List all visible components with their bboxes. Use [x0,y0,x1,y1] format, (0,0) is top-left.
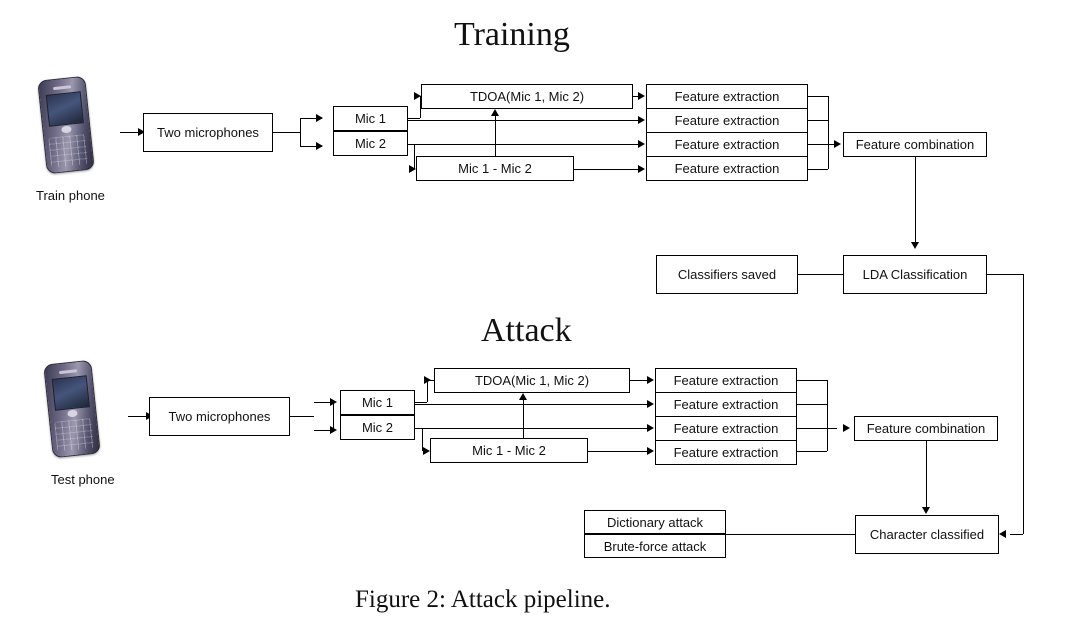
training-tdoa-box: TDOA(Mic 1, Mic 2) [421,84,633,109]
phone-speaker [53,85,71,90]
phone-screen [52,375,90,410]
arrowhead [316,142,323,150]
connector-mics-split-vertical [300,118,301,146]
training-mic1-box: Mic 1 [333,106,408,131]
phone-screen [46,91,84,126]
arrowhead [330,426,337,434]
phone-speaker [59,369,77,374]
training-feature-extraction-3: Feature extraction [646,132,808,157]
attack-section-title: Attack [481,312,572,349]
training-feature-extraction-4: Feature extraction [646,156,808,181]
attack-feature-combination-box: Feature combination [854,416,998,441]
connector-mic1-out [408,118,420,119]
figure-caption: Figure 2: Attack pipeline. [355,586,611,613]
attack-brute-force-attack-box: Brute-force attack [584,534,726,558]
connector-diff-to-fe4 [574,169,643,170]
connector-attack-fe1-bus [797,380,827,381]
training-feature-extraction-2: Feature extraction [646,108,808,133]
phone-keypad [54,418,94,452]
connector-mic2-to-fe3 [408,144,643,145]
train-phone-label: Train phone [36,188,105,203]
arrowhead [647,376,654,384]
connector-fe4-bus [808,169,828,170]
training-two-microphones-box: Two microphones [143,113,273,152]
training-lda-classification-box: LDA Classification [843,255,987,294]
arrowhead [638,140,645,148]
attack-feature-extraction-4: Feature extraction [655,440,797,465]
phone-keypad [48,134,88,168]
connector-featurecomb-to-lda [915,157,916,243]
arrowhead [647,424,654,432]
arrowhead [424,376,431,384]
connector-trainphone-to-mics [120,132,140,133]
arrowhead [638,116,645,124]
training-section-title: Training [454,16,570,53]
attack-mic2-box: Mic 2 [340,415,415,440]
arrowhead [316,114,323,122]
connector-diff-to-tdoa [495,116,496,156]
train-phone-image [37,76,95,175]
connector-attack-mic1-to-fe2 [415,404,652,405]
attack-two-microphones-box: Two microphones [149,397,290,436]
arrowhead [638,92,645,100]
test-phone-label: Test phone [51,472,115,487]
arrowhead [647,447,654,455]
connector-attack-diff-to-tdoa [523,400,524,438]
connector-lda-to-attack-vertical [1023,274,1024,534]
arrowhead [519,393,527,400]
connector-lda-to-attack [987,274,1023,275]
attack-feature-extraction-2: Feature extraction [655,392,797,417]
arrowhead [423,447,430,455]
connector-attack-diff-to-fe4 [588,451,652,452]
connector-testphone-to-mics [128,416,148,417]
test-phone-image [43,360,101,459]
attack-character-classified-box: Character classified [855,515,999,554]
attack-feature-extraction-3: Feature extraction [655,416,797,441]
connector-attack-mic1-out [415,402,427,403]
training-mic2-box: Mic 2 [333,131,408,156]
arrowhead [330,398,337,406]
attack-mic1-box: Mic 1 [340,390,415,415]
attack-mic-difference-box: Mic 1 - Mic 2 [430,438,588,463]
arrowhead [409,165,416,173]
training-classifiers-saved-box: Classifiers saved [656,255,798,294]
training-feature-extraction-1: Feature extraction [646,84,808,109]
phone-navigation-ball [67,409,78,417]
phone-navigation-ball [61,125,72,133]
connector-fe-bus-vertical [828,96,829,169]
arrowhead [999,530,1006,538]
connector-attack-fe3-bus [797,428,837,429]
connector-attack-mics-split [290,416,314,417]
arrowhead [414,92,421,100]
attack-feature-extraction-1: Feature extraction [655,368,797,393]
arrowhead [922,507,930,514]
arrowhead [638,165,645,173]
connector-fe1-bus [808,96,828,97]
connector-attack-fe-bus-vertical [827,380,828,451]
arrowhead [647,400,654,408]
connector-attack-fe2-bus [797,404,827,405]
connector-attack-featurecomb-to-classified [926,441,927,512]
arrowhead [834,140,841,148]
arrowhead [491,109,499,116]
training-feature-combination-box: Feature combination [843,132,987,157]
connector-attack-fe4-bus [797,451,827,452]
attack-tdoa-box: TDOA(Mic 1, Mic 2) [434,368,630,393]
connector-fe2-bus [808,120,828,121]
connector-attack-feed-in [1010,534,1023,535]
connector-classified-to-attacks [726,534,855,535]
connector-attack-mic2-to-fe3 [415,428,652,429]
connector-mic1-to-fe2 [408,120,643,121]
attack-dictionary-attack-box: Dictionary attack [584,510,726,534]
arrowhead [843,424,850,432]
connector-mics-split [273,132,300,133]
training-mic-difference-box: Mic 1 - Mic 2 [416,156,574,181]
arrowhead [911,242,919,249]
